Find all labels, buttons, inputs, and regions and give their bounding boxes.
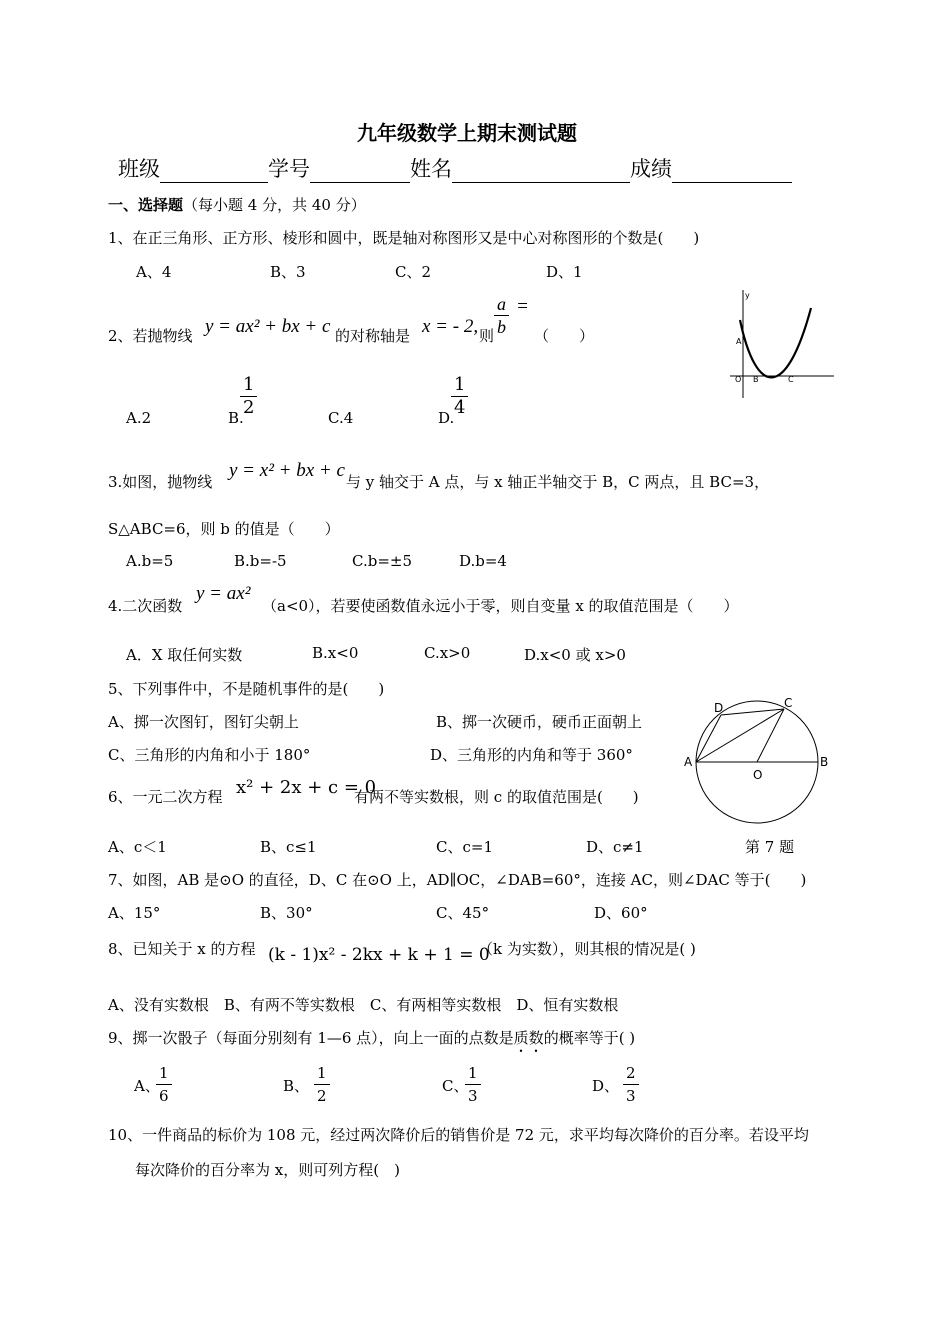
question-9: 9、掷一次骰子（每面分别刻有 1—6 点），向上一面的点数是质数的概率等于( )	[108, 1029, 636, 1047]
q3-option-b: B.b=-5	[234, 552, 287, 570]
q6-option-c: C、c=1	[436, 838, 493, 856]
graph-y-label: y	[745, 291, 750, 300]
q2-option-a: A.2	[126, 409, 152, 427]
name-label: 姓名	[410, 157, 452, 181]
q3-option-d: D.b=4	[459, 552, 507, 570]
q9-option-a: A、	[134, 1077, 160, 1095]
svg-text:A: A	[684, 755, 693, 769]
q2-option-d: D.	[438, 409, 455, 427]
q4-prefix: 4.二次函数	[108, 597, 183, 615]
q2-formula: y = ax² + bx + c	[205, 316, 331, 337]
score-label: 成绩	[630, 157, 672, 181]
svg-text:B: B	[820, 755, 829, 769]
q6-option-a: A、c＜1	[108, 838, 167, 856]
question-1: 1、在正三角形、正方形、棱形和圆中，既是轴对称图形又是中心对称图形的个数是( )	[108, 229, 700, 247]
q2-axis: x = - 2,	[422, 316, 479, 337]
svg-text:B: B	[753, 375, 759, 384]
q8-formula: (k - 1)x² - 2kx + k + 1 = 0	[268, 945, 490, 965]
q4-option-b: B.x<0	[312, 644, 359, 662]
q6-suffix: 有两不等实数根，则 c 的取值范围是( )	[354, 788, 639, 806]
class-field[interactable]	[160, 160, 268, 183]
q9-option-c-frac: $\frac{1}{3}$	[465, 1062, 481, 1107]
q3-option-a: A.b=5	[126, 552, 174, 570]
page-title: 九年级数学上期末测试题	[357, 121, 577, 145]
name-field[interactable]	[452, 160, 630, 183]
q2-prefix: 2、若抛物线	[108, 327, 193, 345]
q2-mid: 的对称轴是	[335, 327, 411, 345]
q6-prefix: 6、一元二次方程	[108, 788, 223, 806]
q2-fraction: $\frac{a}{b}$	[494, 293, 509, 338]
svg-text:O: O	[753, 768, 763, 782]
id-field[interactable]	[310, 160, 410, 183]
q2-option-c: C.4	[328, 409, 354, 427]
q2-paren: （ ）	[534, 327, 595, 345]
q8-suffix: （k 为实数），则其根的情况是( )	[478, 940, 696, 958]
q3-formula: y = x² + bx + c	[229, 460, 345, 481]
id-label: 学号	[268, 157, 310, 181]
q7-option-d: D、60°	[594, 904, 648, 922]
svg-text:O: O	[735, 375, 742, 384]
q9-option-b: B、	[283, 1077, 310, 1095]
q2-option-d-frac: $\frac{1}{4}$	[451, 374, 468, 419]
q9-option-c: C、	[442, 1077, 469, 1095]
q7-option-c: C、45°	[436, 904, 490, 922]
q9-option-a-frac: $\frac{1}{6}$	[156, 1062, 172, 1107]
q3-option-c: C.b=±5	[352, 552, 412, 570]
q5-option-c: C、三角形的内角和小于 180°	[108, 746, 311, 764]
q1-option-b: B、3	[270, 263, 306, 281]
q7-option-b: B、30°	[260, 904, 313, 922]
svg-text:A: A	[736, 337, 742, 346]
q2-option-b-frac: $\frac{1}{2}$	[240, 374, 257, 419]
q6-option-b: B、c≤1	[260, 838, 317, 856]
svg-text:C: C	[784, 696, 793, 710]
student-info-line	[118, 153, 792, 183]
q8-prefix: 8、已知关于 x 的方程	[108, 940, 256, 958]
q4-option-d: D.x<0 或 x>0	[524, 646, 626, 664]
q2-equals: =	[516, 296, 529, 317]
q6-option-d: D、c≠1	[586, 838, 644, 856]
score-field[interactable]	[672, 160, 792, 183]
q2-option-b: B.	[228, 409, 244, 427]
q9-option-d: D、	[592, 1077, 620, 1095]
q8-options: A、没有实数根 B、有两不等实数根 C、有两相等实数根 D、恒有实数根	[108, 996, 619, 1014]
class-label: 班级	[118, 157, 160, 181]
q4-option-a: A．X 取任何实数	[126, 646, 243, 664]
q3-prefix: 3.如图，抛物线	[108, 473, 213, 491]
q10-line2: 每次降价的百分率为 x，则可列方程( )	[135, 1161, 400, 1179]
q9-option-b-frac: $\frac{1}{2}$	[314, 1062, 330, 1107]
q10-line1: 10、一件商品的标价为 108 元，经过两次降价后的销售价是 72 元，求平均每次降价的百分率。若设平均	[108, 1126, 809, 1144]
q9-option-d-frac: $\frac{2}{3}$	[623, 1062, 639, 1107]
q6-formula: x² + 2x + c = 0	[236, 777, 377, 798]
q1-option-c: C、2	[395, 263, 432, 281]
question-7: 7、如图，AB 是⊙O 的直径，D、C 在⊙O 上，AD∥OC，∠DAB=60°，连接 AC，则∠DAC 等于( )	[108, 871, 807, 889]
q1-option-a: A、4	[136, 263, 172, 281]
q1-option-d: D、1	[546, 263, 583, 281]
q4-option-c: C.x>0	[424, 644, 471, 662]
q5-option-b: B、掷一次硬币，硬币正面朝上	[436, 713, 643, 731]
q4-suffix: （a<0），若要使函数值永远小于零，则自变量 x 的取值范围是（ ）	[262, 597, 739, 615]
svg-text:C: C	[788, 375, 794, 384]
q2-then: 则	[479, 327, 495, 345]
q3-suffix: 与 y 轴交于 A 点，与 x 轴正半轴交于 B，C 两点，且 BC=3，	[346, 473, 770, 491]
question-5: 5、下列事件中，不是随机事件的是( )	[108, 680, 385, 698]
parabola-graph	[726, 286, 838, 402]
q3-line2: S△ABC=6，则 b 的值是（ ）	[108, 520, 340, 538]
q5-option-d: D、三角形的内角和等于 360°	[430, 746, 633, 764]
q5-option-a: A、掷一次图钉，图钉尖朝上	[108, 713, 299, 731]
circle-figure	[680, 695, 836, 830]
q7-option-a: A、15°	[108, 904, 161, 922]
q4-formula: y = ax²	[196, 583, 251, 604]
figure-7-caption: 第 7 题	[745, 838, 795, 856]
section-heading: 一、选择题（每小题 4 分，共 40 分）	[108, 196, 366, 214]
svg-text:D: D	[714, 701, 724, 715]
